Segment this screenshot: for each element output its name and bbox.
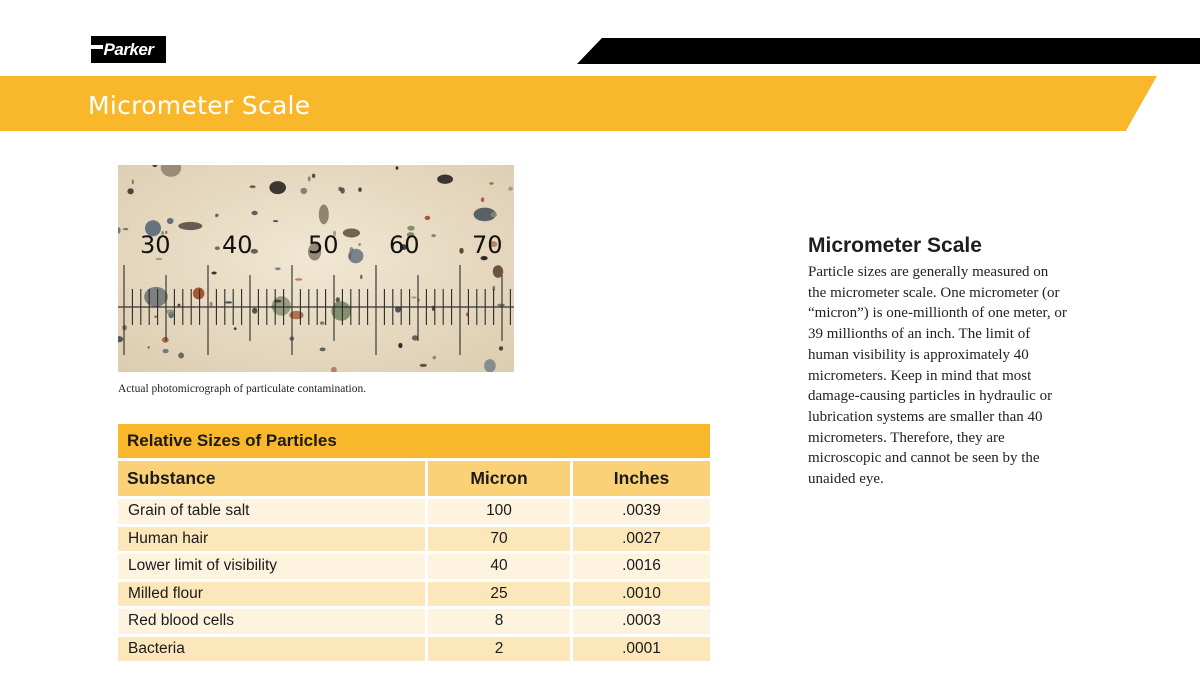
particle — [360, 275, 362, 279]
table-row — [118, 527, 710, 555]
particle — [178, 353, 184, 359]
particle — [178, 304, 181, 307]
particle — [312, 174, 316, 178]
cell-micron: 40 — [428, 554, 573, 582]
header-substance: Substance — [118, 461, 428, 499]
table-row — [118, 554, 710, 582]
particle — [396, 166, 399, 170]
table-row — [118, 609, 710, 637]
particle — [147, 346, 149, 348]
particle — [234, 327, 237, 330]
scale-label-50: 50 — [308, 231, 339, 259]
cell-micron: 2 — [428, 637, 573, 665]
particle — [412, 335, 418, 340]
photomicrograph — [118, 165, 514, 372]
particle — [289, 311, 303, 319]
particle — [275, 267, 281, 270]
particle — [178, 222, 202, 230]
particle — [300, 188, 307, 194]
particle — [166, 309, 174, 314]
particle-table — [118, 461, 710, 664]
particle — [431, 234, 435, 237]
table-row — [118, 637, 710, 665]
particle — [123, 228, 129, 230]
particle — [295, 278, 302, 281]
particle — [225, 301, 233, 303]
particle — [211, 272, 216, 275]
cell-micron: 100 — [428, 499, 573, 527]
particle — [499, 346, 503, 350]
particle — [484, 359, 496, 372]
cell-inches: .0027 — [573, 527, 710, 555]
side-heading: Micrometer Scale — [808, 234, 982, 257]
particle — [425, 216, 431, 220]
particle — [348, 249, 363, 263]
particle — [154, 315, 157, 318]
particle — [215, 246, 220, 250]
particle — [340, 188, 344, 194]
cell-substance: Red blood cells — [118, 609, 428, 637]
logo-text: Parker — [103, 39, 154, 59]
cell-micron: 25 — [428, 582, 573, 610]
particle — [411, 296, 416, 298]
table-row — [118, 582, 710, 610]
particle — [420, 364, 427, 367]
parker-logo — [91, 36, 166, 63]
particle — [407, 226, 414, 231]
photo-caption: Actual photomicrograph of particulate contamination. — [118, 383, 367, 395]
particle — [252, 308, 257, 314]
logo-mark — [91, 45, 103, 49]
particle — [216, 214, 219, 217]
particle — [132, 180, 134, 185]
particle — [308, 176, 311, 181]
cell-substance: Milled flour — [118, 582, 428, 610]
particle — [320, 321, 324, 324]
cell-substance: Bacteria — [118, 637, 428, 665]
slide-title: Micrometer Scale — [88, 91, 311, 120]
particle — [210, 302, 213, 307]
particle — [167, 218, 174, 224]
scale-label-40: 40 — [222, 231, 253, 259]
particle — [489, 182, 493, 184]
header-inches: Inches — [573, 461, 710, 499]
particle — [497, 304, 505, 307]
cell-inches: .0039 — [573, 499, 710, 527]
cell-inches: .0016 — [573, 554, 710, 582]
cell-micron: 8 — [428, 609, 573, 637]
table-title: Relative Sizes of Particles — [118, 424, 710, 461]
particle — [491, 212, 497, 217]
particle — [459, 248, 463, 254]
particle — [163, 349, 169, 353]
particle — [358, 243, 361, 246]
table-row — [118, 499, 710, 527]
particle — [251, 211, 257, 215]
particle — [320, 348, 326, 352]
particle — [122, 325, 127, 331]
particle — [193, 288, 205, 300]
particle — [437, 175, 453, 184]
particle — [358, 188, 362, 192]
particle — [269, 181, 286, 194]
scale-label-60: 60 — [389, 231, 420, 259]
table-header-row — [118, 461, 710, 499]
photo-background — [118, 165, 514, 372]
particle — [398, 343, 402, 348]
particle — [144, 287, 168, 307]
particle — [508, 187, 513, 191]
scale-label-30: 30 — [140, 231, 171, 259]
cell-micron: 70 — [428, 527, 573, 555]
cell-inches: .0003 — [573, 609, 710, 637]
cell-substance: Human hair — [118, 527, 428, 555]
header-black-stripe — [577, 38, 1200, 64]
scale-label-70: 70 — [472, 231, 503, 259]
particle — [433, 356, 436, 360]
cell-substance: Grain of table salt — [118, 499, 428, 527]
header-micron: Micron — [428, 461, 573, 499]
cell-substance: Lower limit of visibility — [118, 554, 428, 582]
particle — [250, 185, 256, 188]
photomicrograph-image — [118, 165, 514, 372]
particle — [343, 228, 360, 237]
particle — [432, 306, 435, 312]
particle — [319, 205, 329, 225]
side-paragraph: Particle sizes are generally measured on the micrometer scale. One micrometer (or “micron”) is one-millionth of one meter, or 39 millionths of an inch. The limit of human visibility is approximately 40 micrometers. Keep in mind that most damage-causing particles in hydraulic or lubrication systems are smaller than 40 micrometers. Therefore, they are microscopic and cannot be seen by the unaided eye. — [808, 264, 1067, 488]
particle — [127, 188, 133, 194]
cell-inches: .0001 — [573, 637, 710, 665]
particle — [273, 220, 279, 222]
particle — [481, 197, 484, 202]
particle — [162, 337, 169, 343]
cell-inches: .0010 — [573, 582, 710, 610]
particle-size-table — [118, 424, 710, 664]
